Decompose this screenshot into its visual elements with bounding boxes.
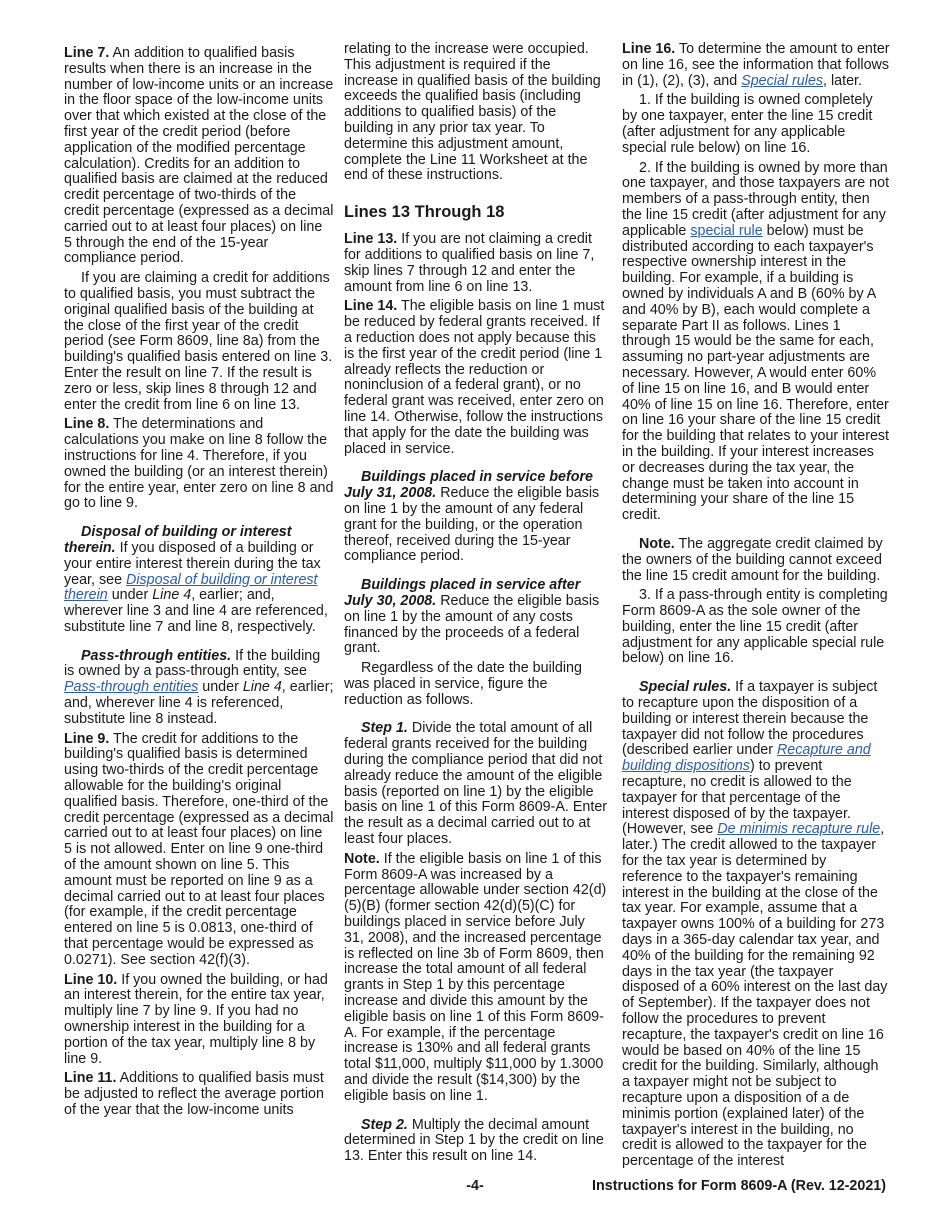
run-in-heading: Step 1. — [361, 720, 408, 737]
paragraph — [64, 525, 334, 636]
run-in-heading: Line 10. — [64, 971, 118, 988]
text-run: Multiply the decimal amount determined in Step 1 by the credit on line 13. Enter this result on line 14. — [344, 1116, 604, 1165]
left-column — [64, 42, 334, 1119]
paragraph — [64, 417, 334, 512]
text-run: The determinations and calculations you make on line 8 follow the instructions for line 4. Therefore, if you owned the building (or an interest therein) for the entire year, enter zero on line 8 and go to line 9. — [64, 416, 334, 512]
paragraph — [344, 721, 608, 847]
run-in-heading: Line 16. — [622, 41, 676, 57]
middle-column — [344, 42, 608, 1165]
paragraph — [344, 852, 608, 1105]
text-run: , earlier; and, wherever line 3 and line 4 are referenced, substitute line 7 and line 8, respectively. — [64, 587, 328, 635]
cross-reference-link[interactable]: Disposal of building or interest therein — [64, 571, 318, 604]
text-run: under — [198, 679, 243, 696]
form-title-footer: Instructions for Form 8609-A (Rev. 12-2021) — [592, 1178, 886, 1194]
text-run: To determine the amount to enter on line 16, see the information that follows in (1), (2), (3), and — [622, 41, 890, 89]
run-in-heading: Special rules. — [639, 679, 732, 696]
paragraph — [64, 732, 334, 969]
text-run: The aggregate credit claimed by the owners of the building cannot exceed the line 15 credit amount for the building. — [622, 535, 883, 584]
run-in-heading: Note. — [344, 850, 380, 867]
run-in-heading: Line 13. — [344, 231, 398, 248]
cross-reference-link[interactable]: De minimis recapture rule — [717, 821, 881, 838]
text-run: 1. If the building is owned completely by one taxpayer, enter the line 15 credit (after adjustment for any applicable special rule below) on line 16. — [622, 92, 873, 156]
run-in-heading: Line 11. — [64, 1070, 117, 1087]
paragraph — [622, 42, 890, 89]
text-run: The eligible basis on line 1 must be reduced by federal grants received. If a reduction does not apply because this is the first year of the credit period (line 1 already reflects the reduction or noninclusion of a federal grant), or no federal grant was received, enter zero on line 14. Otherwise, follow the instructions that apply for the date the building was placed in service. — [344, 298, 605, 457]
text-run: 2. If the building is owned by more than one taxpayer, and those taxpayers are not members of a pass-through entity, then the line 15 credit (after adjustment for any applicable — [622, 159, 890, 239]
text-run: Line 4 — [152, 587, 192, 604]
text-run: If you disposed of a building or your entire interest therein during the tax year, see — [64, 539, 321, 588]
paragraph — [622, 93, 890, 156]
cross-reference-link[interactable]: Pass-through entities — [64, 679, 199, 696]
paragraph — [622, 588, 890, 667]
paragraph — [344, 470, 608, 565]
run-in-heading: Line 14. — [344, 298, 398, 315]
text-run: , later. — [823, 72, 862, 89]
paragraph — [344, 1118, 608, 1165]
section-heading — [344, 202, 608, 222]
run-in-heading: Line 7. — [64, 45, 110, 61]
paragraph — [64, 271, 334, 413]
paragraph — [64, 1071, 334, 1118]
paragraph — [622, 537, 890, 584]
paragraph — [64, 973, 334, 1068]
cross-reference-link[interactable]: Recapture and building dispositions — [622, 742, 871, 775]
text-run: below) must be distributed according to each taxpayer's respective ownership interest in the building. For example, if a building is owned by individuals A and B (60% by A and 40% by B), each would complete a separate Part II as follows. Lines 1 through 15 would be the same for each, assuming no part-year adjustments are necessary. However, A would enter 60% of line 15 on line 16, and B would enter 40% of line 15 on line 16. Therefore, enter on line 16 your share of the line 15 credit for the building that relates to your interest in the building. If your interest increases or decreases during the tax year, the change must be taken into account in determining your share of the line 15 credit. — [622, 222, 890, 524]
text-run: Line 4 — [242, 679, 282, 696]
text-run: Reduce the eligible basis on line 1 by the amount of any federal grant for the building, or the operation thereof, received during the 15-year compliance period. — [344, 485, 600, 565]
run-in-heading: Disposal of building or interest therein. — [64, 524, 292, 556]
text-run: An addition to qualified basis results when there is an increase in the number of low-income units or an increase in the floor space of the low-income units over that which existed at the close of the first year of the credit period (before application of the modified percentage calculation). Credits for an addition to qualified basis are claimed at the reduced credit percentage of two-thirds of the credit percentage (expressed as a decimal carried out to at least four places) on line 5 through the end of the 15-year compliance period. — [64, 45, 334, 267]
run-in-heading: Note. — [639, 535, 675, 552]
paragraph — [64, 649, 334, 728]
paragraph — [344, 578, 608, 657]
text-run: The credit for additions to the building's qualified basis is determined using two-thirds of the credit percentage allowable for the building's original qualified basis. Therefore, one-third of the credit percentage (expressed as a decimal carried out to at least four places) on line 5 is not allowed. Enter on line 9 one-third of the amount shown on line 5. This amount must be reported on line 9 as a decimal carried out to at least four places (for example, if the credit percentage entered on line 5 is 0.0813, one-third of that percentage would be expressed as 0.0271). See section 42(f)(3). — [64, 730, 334, 968]
text-run: , earlier; and, wherever line 4 is referenced, substitute line 8 instead. — [64, 679, 334, 727]
text-run: relating to the increase were occupied. This adjustment is required if the increase in qualified basis of the building exceeds the qualified basis (including additions to qualified basis) of the building in any prior tax year. To determine this adjustment amount, complete the Line 11 Worksheet at the end of these instructions. — [344, 41, 601, 184]
run-in-heading: Pass-through entities. — [81, 647, 232, 664]
text-run: ) to prevent recapture, no credit is allowed to the taxpayer for that percentage of the interest disposed of by the taxpayer. (However, see — [622, 758, 852, 838]
text-run: If you owned the building, or had an interest therein, for the entire tax year, multiply line 7 by line 9. If you had no ownership interest in the building for a portion of the tax year, multiply line 8 by line 9. — [64, 971, 328, 1067]
text-run: If a taxpayer is subject to recapture upon the disposition of a building or interest therein because the taxpayer did not follow the procedures (described earlier under — [622, 679, 878, 759]
text-run: If you are not claiming a credit for additions to qualified basis on line 7, skip lines 7 through 12 and enter the amount from line 6 on line 13. — [344, 231, 595, 295]
paragraph — [622, 680, 890, 1170]
run-in-heading: Buildings placed in service after July 30, 2008. — [344, 577, 581, 609]
text-run: If you are claiming a credit for additions to qualified basis, you must subtract the original qualified basis of the building at the close of the first year of the credit period (see Form 8609, line 8a) from the building's qualified basis entered on line 3. Enter the result on line 7. If the result is zero or less, skip lines 8 through 12 and enter the credit from line 6 on line 13. — [64, 270, 333, 413]
text-run: If the building is owned by a pass-through entity, see — [64, 647, 321, 680]
paragraph — [344, 232, 608, 295]
cross-reference-link[interactable]: Special rules — [741, 72, 824, 89]
run-in-heading: Line 9. — [64, 730, 110, 747]
text-run: Lines 13 Through 18 — [344, 203, 505, 222]
paragraph — [344, 42, 608, 184]
paragraph — [344, 661, 608, 708]
text-run: Additions to qualified basis must be adjusted to reflect the average portion of the year that the low-income units — [64, 1070, 324, 1118]
text-run: Divide the total amount of all federal grants received for the building during the compliance period that did not already reduce the amount of the eligible basis (reported on line 1) by the eligible basis on line 1 of this Form 8609-A. Enter the result as a decimal carried out to at least four places. — [344, 720, 608, 848]
paragraph — [622, 161, 890, 524]
cross-reference-link[interactable]: special rule — [690, 222, 763, 239]
text-run: Regardless of the date the building was placed in service, figure the reduction as follows. — [344, 660, 582, 708]
page-number: -4- — [466, 1178, 484, 1194]
right-column — [622, 42, 890, 1170]
text-run: 3. If a pass-through entity is completing Form 8609-A as the sole owner of the building, enter the line 15 credit (after adjustment for any applicable special rule below) on line 16. — [622, 587, 888, 667]
run-in-heading: Step 2. — [361, 1116, 408, 1133]
paragraph — [64, 46, 334, 267]
text-run: If the eligible basis on line 1 of this Form 8609-A was increased by a percentage allowable under section 42(d)(5)(B) (former section 42(d)(5)(C) for buildings placed in service before July 31, 2008), and the increased percentage is reflected on line 3b of Form 8609, then increase the total amount of all federal grants in Step 1 by this percentage increase and divide this amount by the eligible basis on line 1 of this Form 8609-A. For example, if the percentage increase is 130% and all federal grants total $11,000, multiply $11,000 by 1.3000 and divide the result ($14,300) by the eligible basis on line 1. — [344, 850, 607, 1104]
paragraph — [344, 299, 608, 457]
text-run: , later.) The credit allowed to the taxpayer for the tax year is determined by reference to the taxpayer's remaining interest in the building at the close of the tax year. For example, assume that a taxpayer owns 100% of a building for 273 days in a 365-day calendar tax year, and 40% of the building for the remaining 92 days in the tax year (the taxpayer disposed of a 60% interest on the last day of September). If the taxpayer does not follow the procedures to prevent recapture, the taxpayer's credit on line 16 would be based on 40% of the line 15 credit for the building. Similarly, although a taxpayer might not be subject to recapture upon a disposition of a de minimis portion (explained later) of the taxpayer's interest in the building, no credit is allowed to the taxpayer for the percentage of the interest — [622, 821, 888, 1170]
run-in-heading: Line 8. — [64, 416, 110, 433]
text-run: Reduce the eligible basis on line 1 by the amount of any costs financed by the proceeds of a federal grant. — [344, 592, 600, 657]
text-run: under — [107, 587, 153, 604]
run-in-heading: Buildings placed in service before July 31, 2008. — [344, 469, 593, 502]
